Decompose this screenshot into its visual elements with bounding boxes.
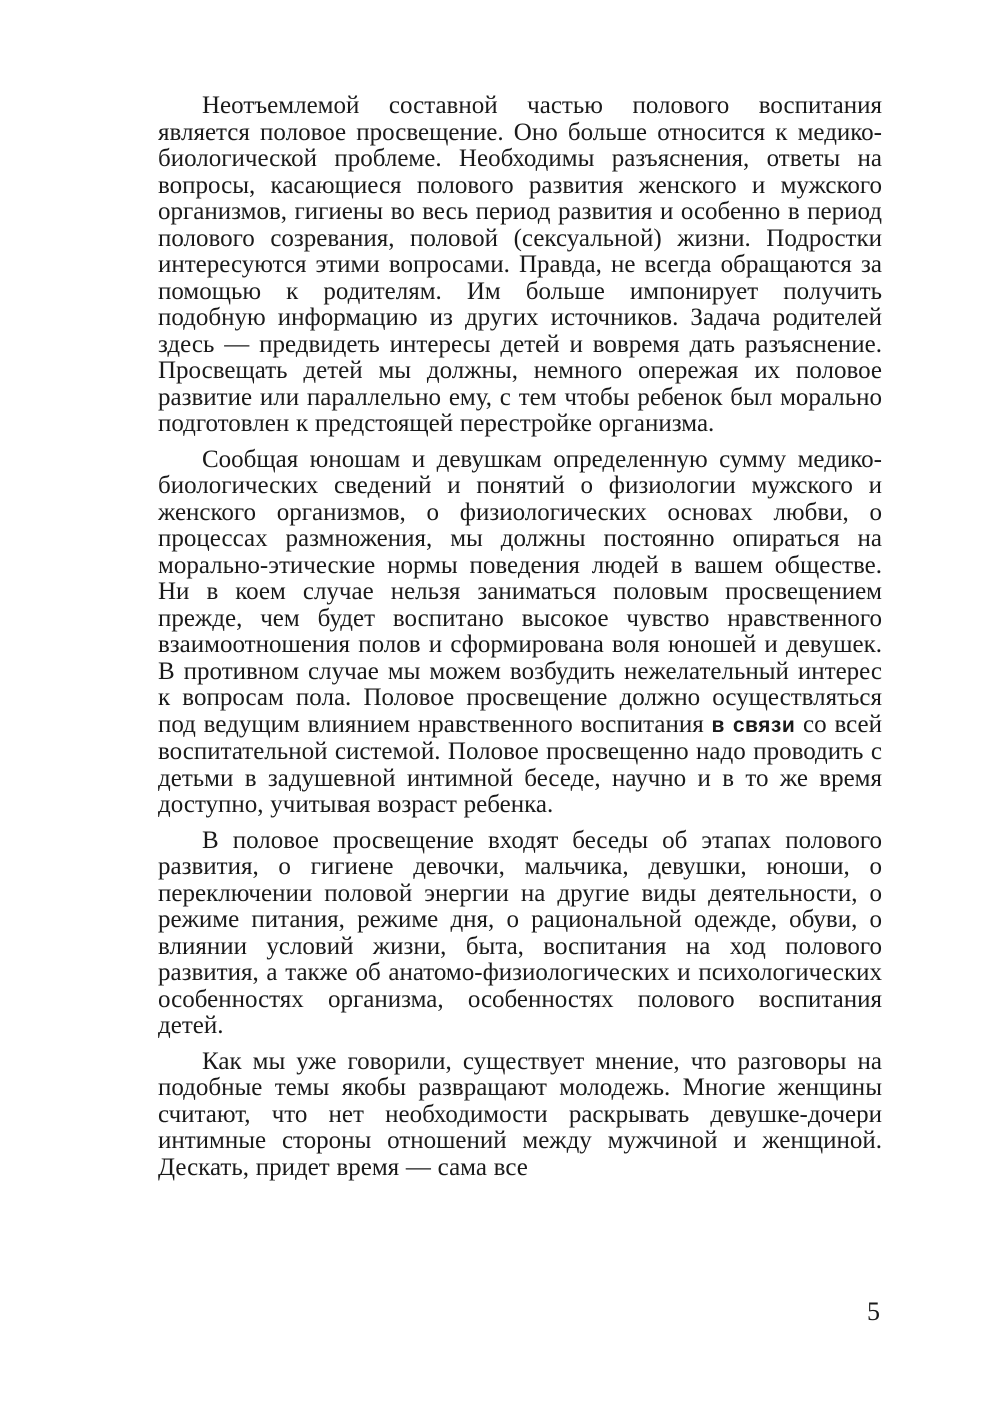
paragraph-3: В половое просвещение входят беседы об этапах полового развития, о гигиене девочки, мальчика, девушки, юноши, о переключении половой энергии на другие виды деятельности, о режиме питания, режиме дня, о рациональной одежде, обуви, о влиянии условий жизни, быта, воспитания на ход полового развития, а также об анатомо-физиологических и психологических особенностях организма, особенностях полового воспитания детей.: [158, 826, 882, 1039]
paragraph-2-text-after: со всей воспитательной системой. Половое просвещенно надо проводить с детьми в задушевной интимной беседе, научно и в то же время доступно, учитывая возраст ребенка.: [158, 710, 882, 818]
paragraph-4: Как мы уже говорили, существует мнение, что разговоры на подобные темы якобы развращают молодежь. Многие женщины считают, что нет необходимости раскрывать девушке-дочери интимные стороны отношений между мужчиной и женщиной. Дескать, придет время — сама все: [158, 1047, 882, 1181]
paragraph-2: [158, 447, 882, 819]
paragraph-1: Неотъемлемой составной частью полового воспитания является половое просвещение. Оно больше относится к медико-биологической проблеме. Необходимы разъяснения, ответы на вопросы, касающиеся полового развития женского и мужского организмов, гигиены во весь период развития и особенно в период полового созревания, половой (сексуальной) жизни. Подростки интересуются этими вопросами. Правда, не всегда обращаются за помощью к родителям. Им больше импонирует получить подобную информацию из других источников. Задача родителей здесь — предвидеть интересы детей и вовремя дать разъяснение. Просвещать детей мы должны, немного опережая их половое развитие или параллельно ему, с тем чтобы ребенок был морально подготовлен к предстоящей перестройке организма.: [158, 92, 882, 437]
page-number: 5: [867, 1297, 880, 1326]
paragraph-2-emphasis: в связи: [711, 713, 796, 737]
body-text: [158, 93, 882, 1190]
paragraph-2-text-before: Сообщая юношам и девушкам определенную сумму медико-биологических сведений и понятий о физиологии мужского и женского организмов, о физиологических основах любви, о процессах размножения, мы должны постоянно опираться на морально-этические нормы поведения людей в вашем обществе. Ни в коем случае нельзя заниматься половым просвещением прежде, чем будет воспитано высокое чувство нравственного взаимоотношения полов и сформирована воля юношей и девушек. В противном случае мы можем возбудить нежелательный интерес к вопросам пола. Половое просвещение должно осуществляться под ведущим влиянием нравственного воспитания: [158, 445, 882, 738]
